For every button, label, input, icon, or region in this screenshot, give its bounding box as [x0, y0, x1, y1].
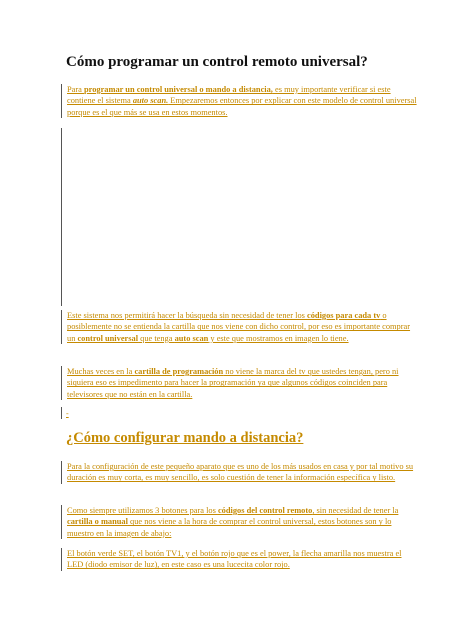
text-span: Para: [67, 85, 84, 94]
remote-codes-link[interactable]: códigos del control remoto: [217, 506, 313, 515]
auto-scan-link[interactable]: auto scan: [174, 333, 209, 343]
section-heading[interactable]: ¿Cómo configurar mando a distancia?: [66, 430, 304, 446]
cartilla-link[interactable]: cartilla de programación: [134, 367, 224, 376]
text-span: Este sistema nos permitirá hacer la búsqueda sin necesidad de tener los: [67, 311, 308, 320]
text-span: El botón verde SET, el botón TV1, y el botón rojo que es el power, la flecha amarilla nos muestra el LED (diodo emisor de luz), en este caso es una lucecita color rojo.: [67, 549, 402, 570]
led-paragraph[interactable]: [61, 548, 419, 571]
text-span: Para la configuración de este pequeño aparato que es uno de los más usados en casa y por tal motivo su duración es muy corta, es muy sencillo, es solo cuestión de tener la información específica y listo.: [67, 462, 414, 483]
universal-control-link[interactable]: control universal: [77, 333, 139, 343]
buttons-paragraph[interactable]: [61, 505, 419, 539]
text-span: , sin necesidad de tener la: [312, 506, 399, 515]
codes-link[interactable]: códigos para cada tv: [307, 311, 381, 320]
text-span: y este que mostramos en imagen lo tiene.: [208, 333, 349, 343]
text-span: es muy importante verificar si este contiene el sistema: [67, 85, 391, 106]
text-span: Empezaremos entonces por explicar con este modelo de control universal porque es el que más se usa en estos momentos.: [67, 96, 417, 117]
text-span: Como siempre utilizamos 3 botones para los: [67, 506, 218, 515]
text-span: que nos viene a la hora de comprar el control universal, estos botones son y lo muestro en la imagen de abajo:: [67, 517, 392, 538]
text-span: que tenga: [138, 333, 175, 343]
text-span: Muchas veces en la: [67, 367, 135, 376]
text-span: no viene la marca del tv que ustedes tengan, pero ni siquiera eso es impedimento para hacer la programación ya que algunos códigos coinciden para televisores que no están en la cartilla.: [67, 367, 399, 399]
text-span: o posiblemente no se entienda la cartilla que nos viene con dicho control, por eso es importante comprar un: [67, 311, 411, 343]
spacer-bar: [61, 407, 62, 419]
page-title: Cómo programar un control remoto universal?: [66, 54, 368, 70]
auto-scan-paragraph[interactable]: [61, 310, 419, 344]
bold-link[interactable]: programar un control universal o mando a distancia,: [83, 85, 273, 94]
dash-link[interactable]: -: [66, 409, 69, 418]
image-placeholder-bar: [61, 128, 62, 306]
cartilla-paragraph[interactable]: [61, 366, 419, 400]
config-paragraph[interactable]: [61, 461, 419, 484]
auto-scan-link[interactable]: auto scan.: [132, 96, 169, 106]
intro-paragraph[interactable]: [61, 84, 419, 118]
manual-link[interactable]: cartilla o manual: [67, 517, 128, 527]
